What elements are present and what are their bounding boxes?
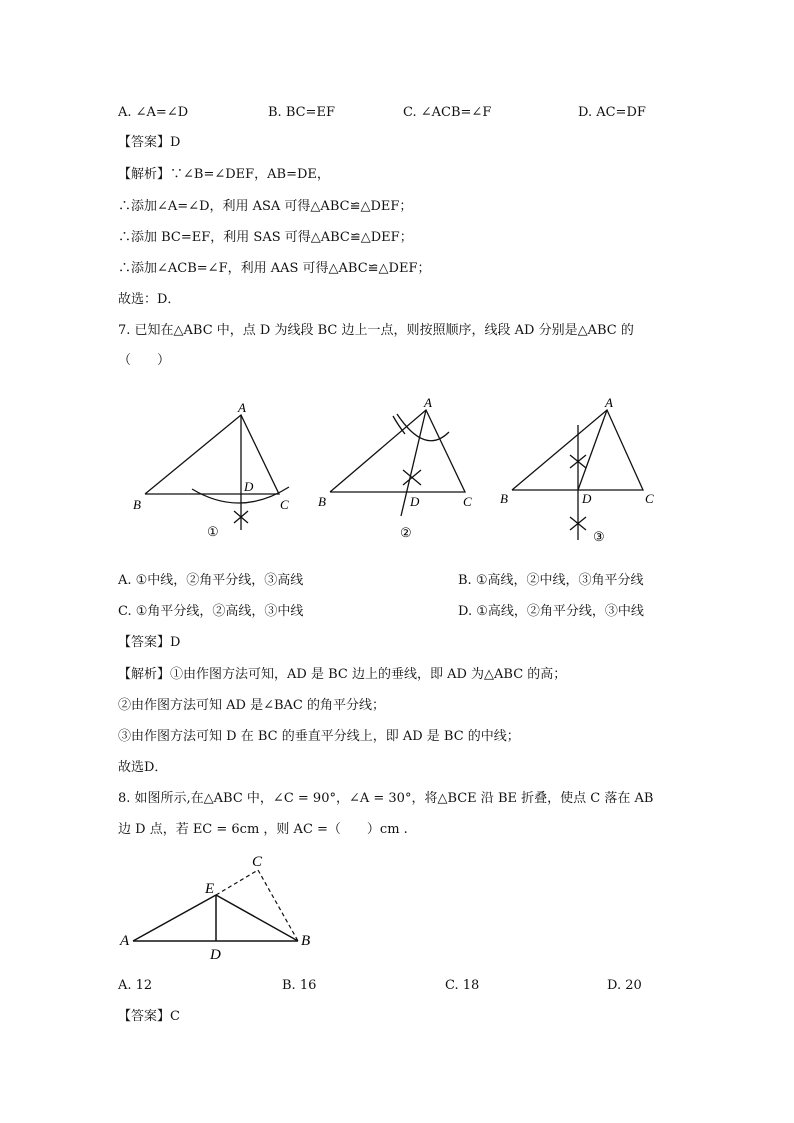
q6-analysis-line: ∴添加∠A=∠D，利用 ASA 可得△ABC≌△DEF；	[118, 199, 413, 214]
label-d: D	[582, 491, 592, 506]
q7-option-d[interactable]: D. ①高线，②角平分线，③中线	[458, 604, 644, 619]
q7-analysis-line: 故选D．	[118, 760, 168, 775]
q8-option-a[interactable]: A. 12	[118, 978, 153, 993]
dashed-ec	[216, 870, 258, 895]
intersection-mark	[403, 470, 421, 485]
q7-stem-blank: （ ）	[118, 353, 171, 368]
q7-answer: 【答案】D	[118, 635, 181, 650]
q6-answer: 【答案】D	[118, 135, 181, 150]
q8-option-d[interactable]: D. 20	[607, 978, 642, 993]
label-c: C	[645, 491, 654, 506]
label-b: B	[301, 933, 311, 949]
label-e: E	[205, 881, 215, 897]
q6-option-c[interactable]: C. ∠ACB=∠F	[403, 105, 492, 120]
label-c: C	[463, 494, 472, 509]
q7-option-b[interactable]: B. ①高线，②中线，③角平分线	[458, 573, 644, 588]
segment-ae	[133, 895, 216, 941]
label-a: A	[120, 933, 130, 949]
q7-figure-3	[512, 410, 643, 540]
q6-option-d[interactable]: D. AC=DF	[578, 105, 646, 120]
figure-number-2: ②	[400, 525, 412, 540]
q8-stem: 边 D 点，若 EC = 6cm ，则 AC =（ ）cm .	[118, 822, 408, 837]
label-b: B	[500, 491, 508, 506]
q7-option-a[interactable]: A. ①中线，②角平分线，③高线	[118, 573, 304, 588]
label-b: B	[318, 494, 326, 509]
construction-arc	[393, 416, 405, 434]
q6-analysis-line: ∴添加 BC=EF，利用 SAS 可得△ABC≌△DEF；	[118, 230, 413, 245]
q8-option-c[interactable]: C. 18	[445, 978, 480, 993]
triangle-abc	[145, 415, 279, 494]
label-d: D	[410, 494, 420, 509]
q7-option-c[interactable]: C. ①角平分线，②高线，③中线	[118, 604, 304, 619]
q6-analysis-line: 【解析】∵∠B=∠DEF，AB=DE，	[118, 167, 330, 182]
label-d: D	[210, 947, 221, 963]
q7-analysis-line: ③由作图方法可知 D 在 BC 的垂直平分线上，即 AD 是 BC 的中线；	[118, 729, 520, 744]
label-c: C	[252, 854, 263, 870]
q7-analysis-line: 【解析】①由作图方法可知，AD 是 BC 边上的垂线，即 AD 为△ABC 的高；	[118, 667, 567, 682]
q7-analysis-line: ②由作图方法可知 AD 是∠BAC 的角平分线；	[118, 698, 385, 713]
q7-figure-2	[330, 410, 465, 516]
q6-analysis-line: ∴添加∠ACB=∠F，利用 AAS 可得△ABC≌△DEF；	[118, 261, 431, 276]
q8-stem: 8. 如图所示,在△ABC 中，∠C = 90°，∠A = 30°，将△BCE 沿 BE 折叠，使点 C 落在 AB	[118, 791, 654, 806]
q6-option-a[interactable]: A. ∠A=∠D	[118, 105, 189, 120]
q6-option-b[interactable]: B. BC=EF	[268, 105, 335, 120]
label-d: D	[244, 479, 254, 494]
q7-figures	[0, 390, 794, 550]
q7-figure-1	[145, 415, 289, 530]
q6-analysis-line: 故选：D．	[118, 292, 181, 307]
figure-number-3: ③	[593, 529, 605, 544]
figure-number-1: ①	[207, 524, 219, 539]
label-a: A	[605, 395, 613, 410]
q8-answer: 【答案】C	[118, 1009, 180, 1024]
q7-stem: 7. 已知在△ABC 中，点 D 为线段 BC 边上一点，则按照顺序，线段 AD 分别是△ABC 的	[118, 323, 634, 338]
label-a: A	[424, 395, 432, 410]
q8-option-b[interactable]: B. 16	[282, 978, 317, 993]
label-c: C	[280, 497, 289, 512]
label-b: B	[133, 497, 141, 512]
q8-figure	[0, 850, 794, 965]
segment-eb	[216, 895, 298, 941]
label-a: A	[238, 400, 246, 415]
